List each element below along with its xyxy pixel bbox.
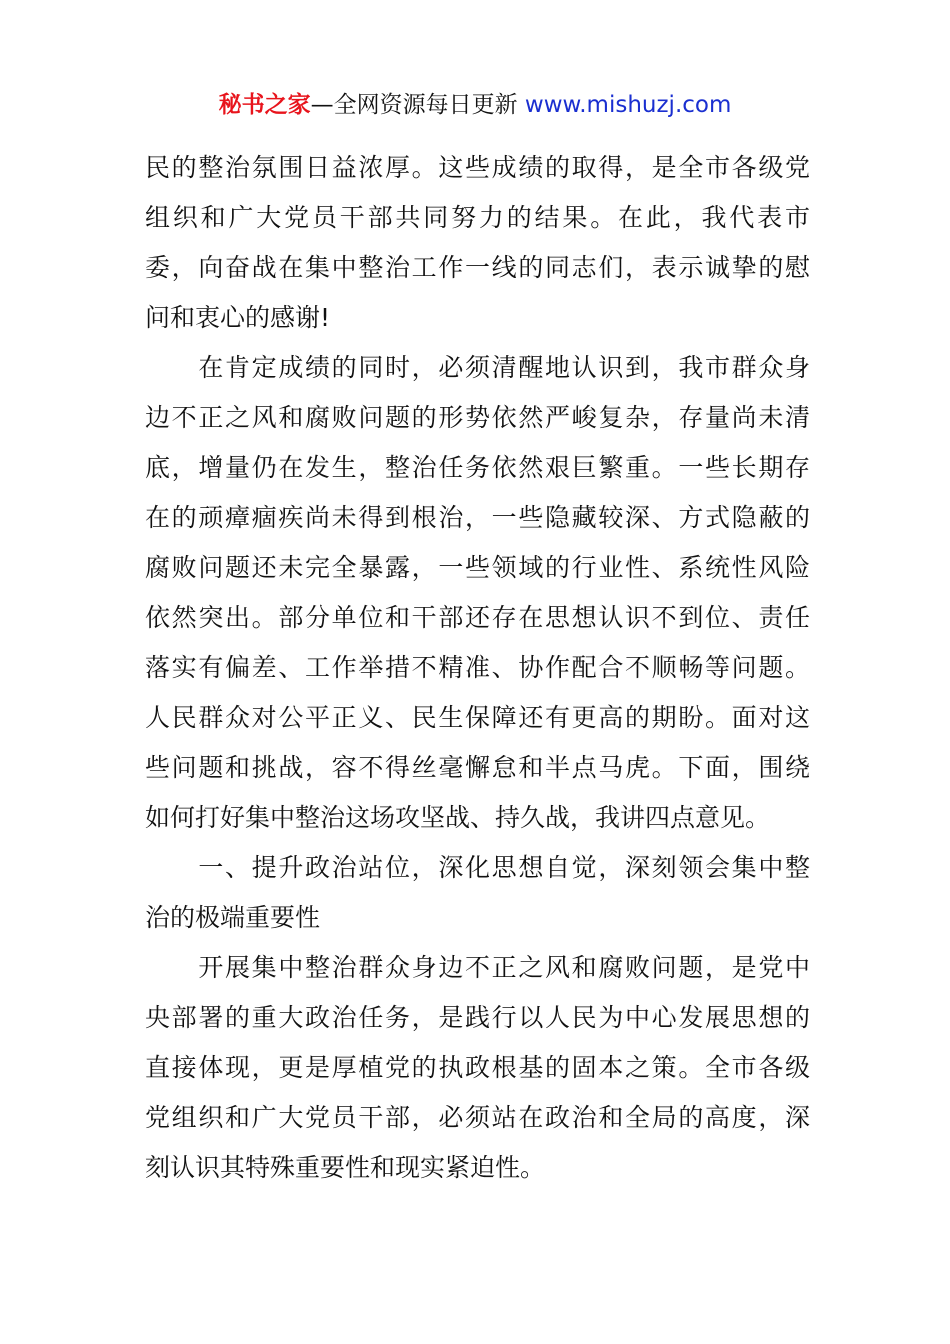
text-line: 开展集中整治群众身边不正之风和腐败问题，是党中 — [145, 953, 810, 982]
text-line: 直接体现，更是厚植党的执政根基的固本之策。全市各级 — [145, 1053, 810, 1082]
text-line: 问和衷心的感谢! — [145, 303, 331, 332]
text-line: 在的顽瘴痼疾尚未得到根治，一些隐藏较深、方式隐蔽的 — [145, 503, 810, 532]
section-heading-line: 治的极端重要性 — [145, 903, 321, 932]
text-line: 人民群众对公平正义、民生保障还有更高的期盼。面对这 — [145, 703, 810, 732]
text-line: 边不正之风和腐败问题的形势依然严峻复杂，存量尚未清 — [145, 403, 810, 432]
text-line: 党组织和广大党员干部，必须站在政治和全局的高度，深 — [145, 1103, 810, 1132]
text-line: 如何打好集中整治这场攻坚战、持久战，我讲四点意见。 — [145, 803, 771, 832]
text-line: 央部署的重大政治任务，是践行以人民为中心发展思想的 — [145, 1003, 810, 1032]
site-header — [0, 88, 950, 122]
site-url-link[interactable]: www.mishuzj.com — [524, 92, 732, 118]
document-body — [145, 143, 810, 1193]
text-line: 刻认识其特殊重要性和现实紧迫性。 — [145, 1153, 546, 1182]
text-line: 在肯定成绩的同时，必须清醒地认识到，我市群众身 — [145, 353, 810, 382]
site-brand: 秘书之家 — [218, 92, 311, 118]
text-line: 民的整治氛围日益浓厚。这些成绩的取得，是全市各级党 — [145, 153, 810, 182]
text-line: 委，向奋战在集中整治工作一线的同志们，表示诚挚的慰 — [145, 253, 810, 282]
site-tagline: —全网资源每日更新 — [310, 92, 525, 118]
text-line: 落实有偏差、工作举措不精准、协作配合不顺畅等问题。 — [145, 653, 810, 682]
text-line: 组织和广大党员干部共同努力的结果。在此，我代表市 — [145, 203, 810, 232]
text-line: 依然突出。部分单位和干部还存在思想认识不到位、责任 — [145, 603, 810, 632]
text-line: 腐败问题还未完全暴露，一些领域的行业性、系统性风险 — [145, 553, 810, 582]
section-heading-line: 一、提升政治站位，深化思想自觉，深刻领会集中整 — [145, 853, 810, 882]
text-line: 底，增量仍在发生，整治任务依然艰巨繁重。一些长期存 — [145, 453, 810, 482]
text-line: 些问题和挑战，容不得丝毫懈怠和半点马虎。下面，围绕 — [145, 753, 810, 782]
